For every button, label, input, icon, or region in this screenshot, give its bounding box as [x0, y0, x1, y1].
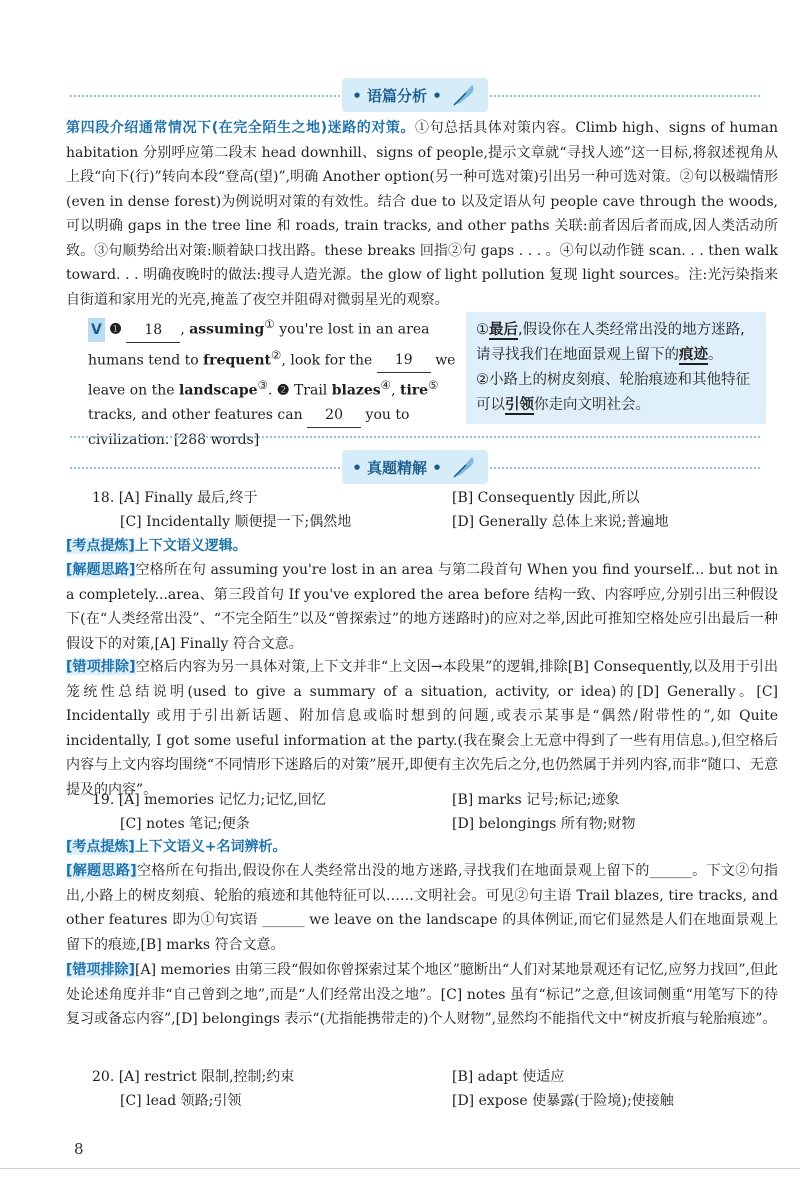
note-text: 。 [708, 347, 723, 363]
blank-20: 20 [307, 403, 361, 428]
q19-idea [66, 859, 778, 957]
analysis-paragraph [66, 116, 778, 312]
feather-pen-icon [450, 81, 478, 109]
passage-text-8: you to civilization. [88, 406, 410, 448]
passage-text-2: , look for the [281, 352, 373, 369]
sentence-number-2: ❷ [276, 382, 290, 399]
q19-err [66, 958, 778, 1032]
passage-text-5: Trail [293, 382, 328, 399]
analysis-lead: 第四段介绍通常情况下(在完全陌生之地)迷路的对策。 [66, 120, 416, 136]
section-title-pill [342, 78, 488, 112]
vocab-landscape: landscape [179, 382, 258, 399]
q18-option-d: [D] Generally 总体上来说;普遍地 [452, 514, 669, 530]
q19-option-a: 19. [A] memories 记忆力;记忆,回忆 [92, 792, 326, 808]
page-number: 8 [74, 1140, 84, 1158]
vocab-frequent: frequent [203, 352, 271, 369]
feather-pen-icon [450, 453, 478, 481]
passage-text-1: you're lost in an area humans tend to [88, 321, 430, 369]
tag-label: [考点提炼] [66, 839, 135, 855]
tag-label: [考点提炼] [66, 538, 135, 554]
q18-idea-text: 空格所在句 assuming you're lost in an area 与第二段首句 When you find yourself... but not in a completely...area、第三段首句 If you've explored the area before 结构一致、内容呼应,分别引出三种假设下(在“人类经常出没”、“不完全陌生”以及“曾探索过”的地方迷路时)的应对之举,因此可推知空格处应引出最后一种假设下的对策,[A] Finally 符合文意。 [66, 562, 778, 652]
q19-option-c: [C] notes 笔记;便条 [120, 816, 250, 832]
note-text: ,假设你在人类经常出没的地方迷路,请寻找我们在地面景观上留下的 [476, 322, 745, 363]
section-title-pill [342, 450, 488, 484]
q19-idea-text: 空格所在句指出,假设你在人类经常出没的地方迷路,寻找我们在地面景观上留下的______。下文②句指出,小路上的树皮刻痕、轮胎的痕迹和其他特征可以……文明社会。可见②句主语 Trail blazes, tire tracks, and other features 即为①句宾语 ______ we leave on the landscape 的具体例证,而它们显然是人们在地面景观上留下的痕迹,[B] marks 符合文意。 [66, 863, 778, 953]
dotted-divider [70, 436, 760, 438]
sentence-number-1: ❶ [109, 321, 122, 338]
q20-option-d: [D] expose 使暴露(于险境);使接触 [452, 1093, 674, 1109]
q18-option-a: 18. [A] Finally 最后,终于 [92, 490, 258, 506]
q19-point-text: 上下文语义+名词辨析。 [134, 839, 287, 855]
analysis-body: ①句总括具体对策内容。Climb high、signs of human habitation 分别呼应第二段末 head downhill、signs of people,提示文章就“寻找人迹”这一目标,将叙述视角从上段“向下(行)”转向本段“登高(望)”,明确 Another option(另一种可选对策)引出另一种可选对策。②句以极端情形(even in dense forest)为例说明对策的有效性。结合 due to 以及定语从句 people cave through the woods,可以明确 gaps in the tree line 和 roads, train tracks, and other paths 关联:前者因后者而成,因人类活动所致。③句顺势给出对策:顺着缺口找出路。these breaks 回指②句 gaps . . . 。④句以动作链 scan. . . then walk toward. . . 明确夜晚时的做法:搜寻人造光源。the glow of light pollution 复现 light sources。注:光污染指来自街道和家用光的光亮,掩盖了夜空并阻碍对微弱星光的观察。 [66, 120, 778, 308]
vocab-assuming: assuming [189, 321, 265, 338]
passage-text-6: , [391, 382, 396, 399]
note-keyword: 最后 [489, 322, 518, 338]
q18-option-c: [C] Incidentally 顺便提一下;偶然地 [120, 514, 352, 530]
blank-19: 19 [377, 348, 431, 373]
tag-label: [错项排除] [66, 659, 136, 675]
tag-label: [解题思路] [66, 863, 137, 879]
passage-excerpt: V ❶ 18 , assuming① you're lost in an area humans tend to frequent②, look for the 19 we leave on the landscape③. ❷ Trail blazes④, tire⑤ tracks, and other features can 20 you to civilization. [288 words] [88, 317, 456, 448]
q19-option-d: [D] belongings 所有物;财物 [452, 816, 636, 832]
section-title: • 真题精解 • [352, 458, 442, 477]
q18-point-text: 上下文语义逻辑。 [134, 538, 247, 554]
q20-option-b: [B] adapt 使适应 [452, 1069, 565, 1085]
section-header-solutions [70, 450, 760, 484]
passage-text-3: we leave on the [88, 352, 456, 399]
vocab-tire: tire [400, 382, 429, 399]
note-text: ① [476, 322, 489, 338]
q19-err-text: [A] memories 由第三段“假如你曾探索过某个地区”臆断出“人们对某地景观还有记忆,应努力找回”,但此处论述角度并非“自己曾到之地”,而是“人们经常出没之地”。[C] notes 虽有“标记”之意,但该词侧重“用笔写下的待复习或备忘内容”,[D] belongings 表示“(尤指能携带走的)个人财物”,显然均不能指代文中“树皮折痕与轮胎痕迹”。 [66, 962, 778, 1027]
q20-option-a: 20. [A] restrict 限制,控制;约束 [92, 1069, 295, 1085]
blank-18: 18 [126, 318, 180, 343]
q18-err [66, 655, 778, 802]
note-text: ②小路上的树皮刻痕、轮胎痕迹和其他特征可以 [476, 372, 750, 413]
passage-text-7: tracks, and other features can [88, 406, 303, 423]
q18-option-b: [B] Consequently 因此,所以 [452, 490, 640, 506]
q19-option-b: [B] marks 记号;标记;迹象 [452, 792, 620, 808]
page-bottom-rule [0, 1168, 800, 1169]
passage-text-4: . [268, 382, 273, 399]
q18-err-text: 空格后内容为另一具体对策,上下文并非“上文因→本段果”的逻辑,排除[B] Consequently,以及用于引出笼统性总结说明(used to give a summary of a situation, activity, or idea)的[D] Generally。[C] Incidentally 或用于引出新话题、附加信息或临时想到的问题,或表示某事是“偶然/附带性的”,如 Quite incidentally, I got some useful information at the party.(我在聚会上无意中得到了一些有用信息。),但空格后内容与上文内容均围绕“不同情形下迷路后的对策”展开,即便有主次先后之分,也仍然属于并列内容,而非“随口、无意提及的内容”。 [66, 659, 779, 798]
q18-idea [66, 558, 778, 656]
translation-note [466, 312, 766, 424]
tag-label: [解题思路] [66, 562, 136, 578]
vocab-blazes: blazes [331, 382, 381, 399]
section-header-analysis [70, 78, 760, 112]
note-keyword: 痕迹 [679, 347, 708, 363]
q19-point [66, 835, 778, 860]
word-count: [288 words] [173, 431, 260, 448]
section-title: • 语篇分析 • [352, 86, 442, 105]
note-keyword: 引领 [505, 397, 534, 413]
q18-point [66, 534, 778, 559]
note-text: 你走向文明社会。 [534, 397, 650, 413]
tag-label: [错项排除] [66, 962, 135, 978]
q20-option-c: [C] lead 领路;引领 [120, 1093, 242, 1109]
passage-mark: V [88, 318, 105, 342]
